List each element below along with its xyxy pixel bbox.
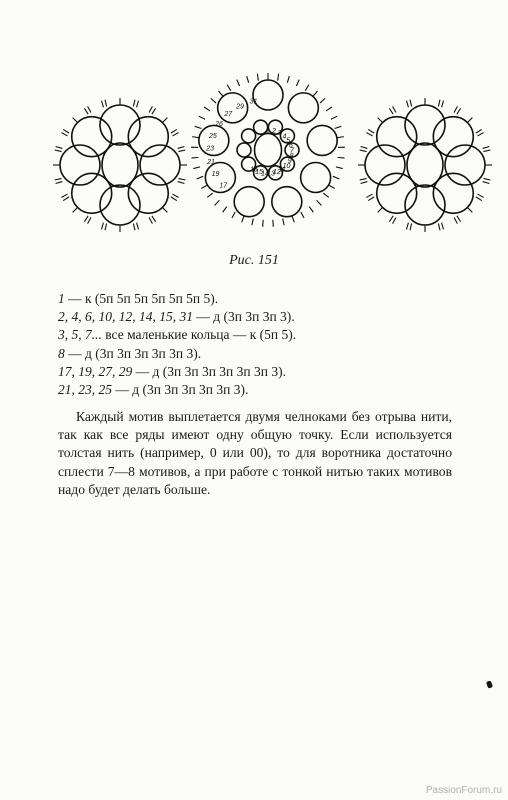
left-motif-picot xyxy=(162,118,167,123)
left-motif-petal xyxy=(100,105,140,145)
diagram-label: 15 xyxy=(255,169,264,177)
left-motif-picot xyxy=(101,223,103,230)
left-motif-picot xyxy=(172,133,178,136)
right-motif-picot xyxy=(442,223,444,230)
right-motif-picot xyxy=(467,118,472,123)
center-motif-center-ring xyxy=(255,134,282,167)
center-motif-picot xyxy=(305,85,309,91)
center-motif-picot xyxy=(313,91,317,96)
left-motif-picot xyxy=(178,178,185,180)
right-motif-picot xyxy=(442,101,444,108)
right-motif-picot xyxy=(368,129,374,133)
diagram-label: 7 xyxy=(289,147,294,155)
left-motif-picot xyxy=(178,150,185,152)
diagram-label: 17 xyxy=(219,182,228,190)
left-motif-petal xyxy=(140,145,180,185)
right-motif-picot xyxy=(360,150,367,152)
center-motif-picot xyxy=(223,207,227,213)
left-motif-petal xyxy=(100,185,140,225)
right-motif-picot xyxy=(457,108,461,114)
left-motif-picot xyxy=(73,118,78,123)
right-motif-picot xyxy=(483,182,490,184)
right-motif-center-ring xyxy=(407,143,443,187)
center-motif-petal xyxy=(272,187,302,217)
left-motif-picot xyxy=(178,146,185,148)
tatting-formulas xyxy=(58,290,296,399)
left-motif-picot xyxy=(56,182,63,184)
right-motif-petal xyxy=(405,185,445,225)
diagram-label: 19 xyxy=(211,171,220,179)
right-motif-picot xyxy=(454,106,457,112)
right-motif-picot xyxy=(389,108,393,114)
right-motif-picot xyxy=(361,146,368,148)
center-motif-picot xyxy=(320,98,325,103)
right-motif-picot xyxy=(477,194,483,197)
diagram-label: 4 xyxy=(282,133,287,141)
right-motif-picot xyxy=(361,182,368,184)
center-motif-picot xyxy=(199,116,205,119)
diagram-label: 23 xyxy=(206,145,215,153)
center-motif-picot xyxy=(283,218,284,225)
right-motif-picot xyxy=(378,118,383,123)
formula-numbers: 8 xyxy=(58,345,65,361)
left-motif-picot xyxy=(56,146,63,148)
center-motif-picot xyxy=(337,137,344,138)
left-motif-picot xyxy=(133,100,135,107)
diagram-label: 27 xyxy=(224,110,233,118)
right-motif-picot xyxy=(438,100,440,107)
left-motif-picot xyxy=(149,217,152,223)
center-motif-picot xyxy=(215,200,220,205)
figure-caption xyxy=(0,253,508,269)
diagram-label: 1 xyxy=(266,127,270,135)
left-motif-picot xyxy=(84,108,88,114)
diagram-label: 11 xyxy=(278,166,286,174)
diagram-label: 3 xyxy=(277,130,282,138)
center-motif-picot xyxy=(331,116,337,119)
center-motif-picot xyxy=(207,193,213,197)
right-motif-picot xyxy=(393,106,396,112)
left-motif-picot xyxy=(73,207,78,212)
right-motif-picot xyxy=(483,146,490,148)
center-motif-picot xyxy=(329,185,335,189)
formula-text: все маленькие кольца — к (5п 5). xyxy=(101,327,297,343)
formula-numbers: 2, 4, 6, 10, 12, 14, 15, 31 xyxy=(58,309,193,325)
left-motif-picot xyxy=(63,129,69,133)
center-motif-picot xyxy=(335,126,342,128)
diagram-label: 5 xyxy=(286,137,291,145)
left-motif-picot xyxy=(171,197,177,201)
center-motif-picot xyxy=(242,216,244,223)
formula-line xyxy=(58,345,296,363)
right-motif-picot xyxy=(378,207,383,212)
right-motif-petal xyxy=(365,145,405,185)
formula-numbers: 21, 23, 25 xyxy=(58,382,112,398)
formula-text: — д (3п 3п 3п 3п 3п 3п 3). xyxy=(132,363,286,379)
watermark: PassionForum.ru xyxy=(425,785,502,796)
diagram-label: 25 xyxy=(208,132,217,140)
ink-mark xyxy=(486,680,493,688)
left-motif-center-ring xyxy=(102,143,138,187)
formula-line xyxy=(58,381,296,399)
center-motif-picot xyxy=(197,176,203,179)
center-small-ring xyxy=(242,129,256,143)
right-motif-picot xyxy=(410,100,412,107)
caption-prefix: Рис. xyxy=(229,253,255,268)
right-motif-picot xyxy=(360,178,367,180)
right-motif-picot xyxy=(366,133,372,136)
right-motif-petal xyxy=(445,145,485,185)
center-motif-picot xyxy=(326,107,332,111)
center-motif-picot xyxy=(338,157,345,158)
formula-line xyxy=(58,308,296,326)
center-motif-picot xyxy=(336,167,343,169)
formula-text: — к (5п 5п 5п 5п 5п 5п 5). xyxy=(64,291,219,306)
right-motif-picot xyxy=(406,101,408,108)
diagram-label: 10 xyxy=(282,162,291,170)
formula-line xyxy=(58,363,296,381)
center-motif-picot xyxy=(237,80,240,86)
paragraph-text: Каждый мотив выплетается двумя челноками без отрыва нити, так как все ряды имеют одну общую точку. Если используется толстая нить (например, 0 или 00), то для воротника достаточно сплести 7—8 мотивов, а при работе с тонкой нитью таких мотивов надо будет делать больше. xyxy=(58,409,452,497)
instruction-paragraph xyxy=(58,408,452,499)
diagram-label: 21 xyxy=(207,158,215,166)
left-motif-picot xyxy=(133,223,135,230)
center-motif-picot xyxy=(257,74,258,81)
center-motif-picot xyxy=(219,91,223,96)
right-motif-picot xyxy=(389,216,393,222)
center-motif-petal xyxy=(234,187,264,217)
center-motif-petal xyxy=(301,163,331,193)
center-motif-petal xyxy=(253,80,283,110)
center-motif-picot xyxy=(292,216,294,223)
center-small-ring xyxy=(237,143,251,157)
center-motif-picot xyxy=(195,126,202,128)
right-motif-picot xyxy=(410,223,412,230)
center-motif-picot xyxy=(204,107,210,111)
right-motif-picot xyxy=(406,223,408,230)
center-motif-picot xyxy=(227,85,231,91)
left-motif-picot xyxy=(105,223,107,230)
left-motif-picot xyxy=(171,129,177,133)
formula-numbers: 3, 5, 7... xyxy=(58,327,102,343)
left-motif-picot xyxy=(137,101,139,108)
center-motif-picot xyxy=(247,76,249,83)
left-motif-picot xyxy=(88,106,91,112)
left-motif-picot xyxy=(152,108,156,114)
left-motif-picot xyxy=(63,197,69,201)
formula-numbers: 1 xyxy=(58,291,65,306)
right-motif-picot xyxy=(483,178,490,180)
left-motif-picot xyxy=(101,101,103,108)
center-motif-petal xyxy=(288,93,318,123)
right-motif-picot xyxy=(454,217,457,223)
formula-line xyxy=(58,326,296,344)
right-motif-picot xyxy=(438,223,440,230)
formula-text: — д (3п 3п 3п 3п 3п 3). xyxy=(64,345,202,361)
diagram-label: 12 xyxy=(272,169,281,177)
left-motif-picot xyxy=(55,178,62,180)
diagram-label: 29 xyxy=(236,103,244,111)
formula-text: — д (3п 3п 3п 3п 3п 3). xyxy=(112,382,249,398)
diagram-label: 14 xyxy=(261,170,269,178)
left-motif-picot xyxy=(55,150,62,152)
right-motif-picot xyxy=(393,217,396,223)
left-motif-picot xyxy=(178,182,185,184)
center-motif-picot xyxy=(232,212,235,218)
left-motif-picot xyxy=(162,207,167,212)
left-motif-picot xyxy=(88,217,91,223)
center-motif-picot xyxy=(296,80,299,86)
center-motif-picot xyxy=(287,76,289,83)
diagram-label: 13 xyxy=(267,170,275,178)
diagram-label: 6 xyxy=(288,142,293,150)
left-motif-picot xyxy=(149,106,152,112)
formula-numbers: 17, 19, 27, 29 xyxy=(58,363,133,379)
right-motif-picot xyxy=(368,197,374,201)
left-motif-picot xyxy=(152,216,156,222)
center-motif-picot xyxy=(317,200,322,205)
center-motif-picot xyxy=(301,212,304,218)
center-motif-picot xyxy=(323,193,329,197)
center-motif-picot xyxy=(333,176,339,179)
center-motif-petal xyxy=(307,125,337,155)
left-motif-picot xyxy=(137,223,139,230)
center-motif-picot xyxy=(193,167,200,169)
diagram-label: 8 xyxy=(289,153,294,161)
left-motif-picot xyxy=(84,216,88,222)
right-motif-picot xyxy=(467,207,472,212)
diagram-label: 9 xyxy=(287,158,292,166)
center-motif-picot xyxy=(211,98,216,103)
center-motif-picot xyxy=(252,218,253,225)
center-motif-picot xyxy=(192,137,199,138)
right-motif-petal xyxy=(405,105,445,145)
right-motif-picot xyxy=(477,133,483,136)
caption-number: 151 xyxy=(257,253,279,268)
left-motif-picot xyxy=(61,133,67,136)
right-motif-picot xyxy=(457,216,461,222)
left-motif-petal xyxy=(60,145,100,185)
center-motif-picot xyxy=(278,74,279,81)
diagram-label: 26 xyxy=(215,121,223,129)
diagram-label: 16 xyxy=(249,166,258,174)
left-motif-picot xyxy=(61,194,67,197)
right-motif-picot xyxy=(476,129,482,133)
diagram-label: 31 xyxy=(249,98,258,106)
diagram-label: 2 xyxy=(272,128,276,136)
right-motif-picot xyxy=(483,150,490,152)
center-motif-picot xyxy=(191,157,198,158)
formula-text: — д (3п 3п 3п 3). xyxy=(193,309,295,325)
right-motif-picot xyxy=(366,194,372,197)
left-motif-picot xyxy=(172,194,178,197)
lace-motif-diagram xyxy=(40,60,508,260)
right-motif-picot xyxy=(476,197,482,201)
center-motif-picot xyxy=(201,185,207,189)
center-motif-picot xyxy=(309,207,313,213)
formula-line xyxy=(58,290,296,308)
tatting-diagram xyxy=(40,60,508,260)
left-motif-picot xyxy=(105,100,107,107)
